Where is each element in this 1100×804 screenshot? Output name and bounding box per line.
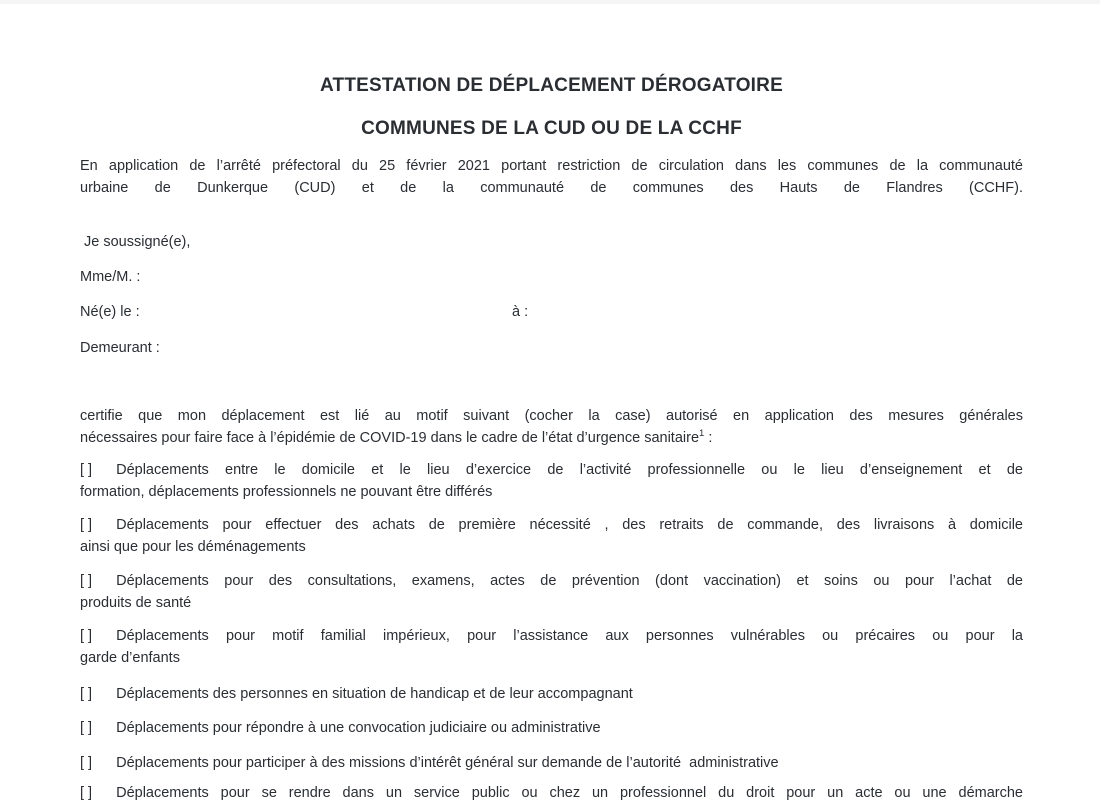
motif-text: Déplacements pour effectuer des achats de première nécessité , des retraits de commande, des livraisons à domicile bbox=[116, 517, 1023, 533]
motif-text-wrap: formation, déplacements professionnels ne pouvant être différés bbox=[80, 484, 493, 500]
motif-item-handicap bbox=[80, 683, 1023, 705]
birthdate-field-label: Né(e) le : bbox=[80, 304, 140, 320]
motif-text-wrap: garde d’enfants bbox=[80, 650, 180, 666]
checkbox-famille[interactable]: [ ] bbox=[80, 628, 93, 644]
motif-text-wrap: ainsi que pour les déménagements bbox=[80, 539, 306, 555]
civility-field-label: Mme/M. : bbox=[80, 269, 141, 285]
checkbox-travail[interactable]: [ ] bbox=[80, 462, 93, 478]
certify-line-2-text: nécessaires pour faire face à l’épidémie de COVID-19 dans le cadre de l’état d’urgence sanitaire bbox=[80, 430, 700, 446]
checkbox-convocation[interactable]: [ ] bbox=[80, 720, 93, 736]
motif-text-wrap: produits de santé bbox=[80, 595, 192, 611]
motif-item-famille bbox=[80, 625, 1023, 669]
soussigne-label: Je soussigné(e), bbox=[84, 234, 191, 250]
checkbox-sante[interactable]: [ ] bbox=[80, 573, 93, 589]
intro-paragraph bbox=[80, 155, 1023, 199]
motif-text: Déplacements entre le domicile et le lieu d’exercice de l’activité professionnelle ou le lieu d’enseignement et de bbox=[116, 462, 1023, 478]
certify-paragraph bbox=[80, 405, 1023, 449]
document-title: ATTESTATION DE DÉPLACEMENT DÉROGATOIRE bbox=[320, 75, 783, 96]
motif-text: Déplacements des personnes en situation de handicap et de leur accompagnant bbox=[116, 686, 633, 702]
motif-item-sante bbox=[80, 570, 1023, 614]
intro-line-1: En application de l’arrêté préfectoral du 25 février 2021 portant restriction de circulation dans les communes de la communauté bbox=[80, 158, 1023, 174]
intro-line-2: urbaine de Dunkerque (CUD) et de la communauté de communes des Hauts de Flandres (CCHF). bbox=[80, 180, 1023, 196]
document-subtitle: COMMUNES DE LA CUD OU DE LA CCHF bbox=[361, 118, 742, 139]
motif-text: Déplacements pour répondre à une convocation judiciaire ou administrative bbox=[116, 720, 601, 736]
motif-text: Déplacements pour se rendre dans un service public ou chez un professionnel du droit pour un acte ou une démarche bbox=[116, 785, 1023, 801]
motif-item-interet-general bbox=[80, 752, 1023, 774]
birthplace-field-label: à : bbox=[512, 304, 529, 320]
certify-line-2-colon: : bbox=[704, 430, 713, 446]
checkbox-service-public[interactable]: [ ] bbox=[80, 785, 93, 801]
footnote-marker: 1 bbox=[699, 428, 705, 440]
certify-line-2 bbox=[80, 427, 1023, 449]
certify-line-1: certifie que mon déplacement est lié au motif suivant (cocher la case) autorisé en application des mesures générales bbox=[80, 408, 1023, 424]
checkbox-handicap[interactable]: [ ] bbox=[80, 686, 93, 702]
motif-item-service-public bbox=[80, 782, 1023, 804]
birthdate-field-row bbox=[80, 301, 1023, 323]
motif-text: Déplacements pour des consultations, examens, actes de prévention (dont vaccination) et soins ou pour l’achat de bbox=[116, 573, 1023, 589]
motif-text: Déplacements pour participer à des missions d’intérêt général sur demande de l’autorité administrative bbox=[116, 755, 779, 771]
motif-text: Déplacements pour motif familial impérieux, pour l’assistance aux personnes vulnérables ou précaires ou pour la bbox=[116, 628, 1023, 644]
checkbox-interet-general[interactable]: [ ] bbox=[80, 755, 93, 771]
motif-item-convocation bbox=[80, 717, 1023, 739]
checkbox-achats[interactable]: [ ] bbox=[80, 517, 93, 533]
motif-item-achats bbox=[80, 514, 1023, 558]
motif-item-travail bbox=[80, 459, 1023, 503]
address-field-label: Demeurant : bbox=[80, 340, 160, 356]
attestation-page bbox=[0, 4, 1100, 801]
